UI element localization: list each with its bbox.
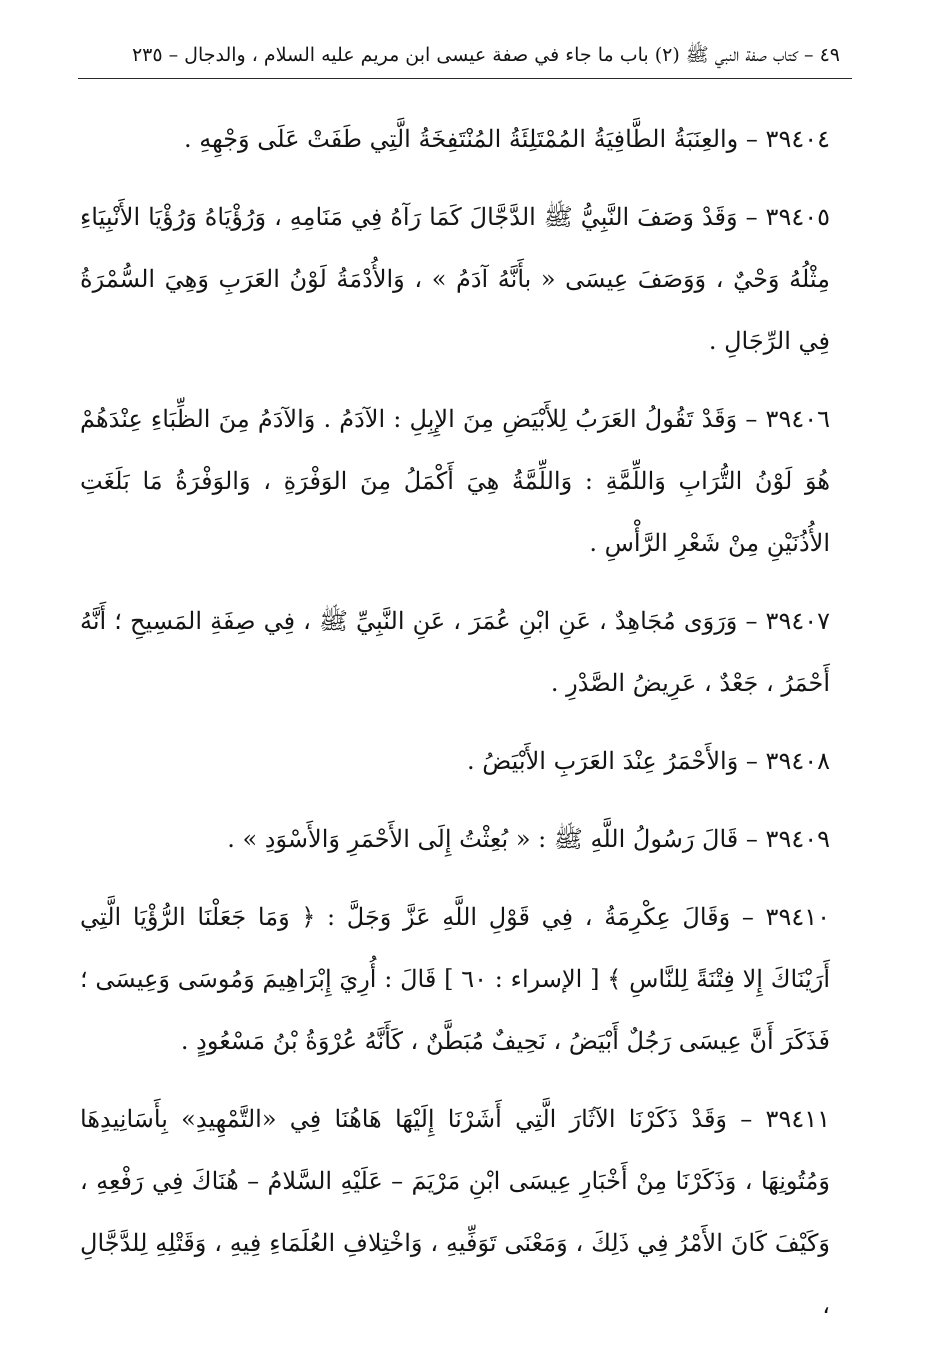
paragraph-number: ٣٩٤١١	[765, 1105, 830, 1133]
paragraph-number: ٣٩٤٠٨	[765, 747, 830, 775]
paragraph-39409	[80, 808, 830, 870]
paragraph-text: – وَالأَحْمَرُ عِنْدَ العَرَبِ الأَبْيَضُ .	[467, 747, 758, 775]
paragraph-number: ٣٩٤٠٧	[765, 607, 830, 635]
paragraph-39404	[80, 108, 830, 170]
paragraph-number: ٣٩٤٠٥	[765, 203, 830, 231]
header-rule	[78, 78, 852, 79]
paragraph-39408	[80, 730, 830, 792]
paragraph-text: – وَقَدْ وَصَفَ النَّبِيُّ ﷺ الدَّجَّالَ كَمَا رَآهُ فِي مَنَامِهِ ، وَرُؤْيَاهُ وَرُؤْيَا الأَنْبِيَاءِ مِثْلُهُ وَحْيٌ ، وَوَصَفَ عِيسَى « بأَنَّهُ آدَمُ » ، وَالأُدْمَةُ لَوْنُ العَرَبِ وَهِيَ السُّمْرَةُ فِي الرِّجَالِ .	[80, 203, 830, 355]
paragraph-text: – وَقَدْ ذَكَرْنَا الآثَارَ الَّتِي أَشَرْنَا إِلَيْهَا هَاهُنَا فِي «التَّمْهِيدِ» بِأَسَانِيدِهَا وَمُتُونِهَا ، وَذَكَرْنَا مِنْ أَخْبَارِ عِيسَى ابْنِ مَرْيَمَ – عَلَيْهِ السَّلامُ – هُنَاكَ فِي رَفْعِهِ ، وَكَيْفَ كَانَ الأَمْرُ فِي ذَلِكَ ، وَمَعْنَى تَوَفِّيهِ ، وَاخْتِلافِ العُلَمَاءِ فِيهِ ، وَقَتْلِهِ لِلدَّجَّالِ ،	[80, 1105, 830, 1319]
paragraph-number: ٣٩٤٠٤	[765, 125, 830, 153]
paragraph-39405	[80, 186, 830, 372]
paragraph-text: – وَقَدْ تَقُولُ العَرَبُ لِلأَبْيَضِ مِنَ الإِبِلِ : الآدَمُ . وَالآدَمُ مِنَ الظِّبَاءِ عِنْدَهُمْ هُوَ لَوْنُ التُّرَابِ وَاللِّمَّةِ : وَاللِّمَّةُ هِيَ أَكْمَلُ مِنَ الوَفْرَةِ ، وَالوَفْرَةُ مَا بَلَغَتِ الأُذُنَيْنِ مِنْ شَعْرِ الرَّأْسِ .	[80, 405, 830, 557]
paragraph-text: – والعِنَبَةُ الطَّافِيَةُ المُمْتَلِئَةُ المُنْتَفِخَةُ الَّتِي طَفَتْ عَلَى وَجْهِهِ .	[184, 125, 758, 153]
paragraph-39410	[80, 886, 830, 1072]
paragraph-39406	[80, 388, 830, 574]
paragraph-39411	[80, 1088, 830, 1336]
running-header: ٤٩ – كتاب صفة النبي ﷺ (٢) باب ما جاء في صفة عيسى ابن مريم عليه السلام ، والدجال – ٢٣٥	[131, 44, 840, 66]
paragraph-text: – قَالَ رَسُولُ اللَّهِ ﷺ : « بُعِثْتُ إِلَى الأَحْمَرِ وَالأَسْوَدِ » .	[227, 825, 758, 853]
paragraph-text: – وَقَالَ عِكْرِمَةُ ، فِي قَوْلِ اللَّهِ عَزَّ وَجَلَّ : ﴿ وَمَا جَعَلْنَا الرُّؤْيَا الَّتِي أَرَيْنَاكَ إِلا فِتْنَةً لِلنَّاسِ ﴾ [ الإسراء : ٦٠ ] قَالَ : أُرِيَ إِبْرَاهِيمَ وَمُوسَى وَعِيسَى ؛ فَذَكَرَ أَنَّ عِيسَى رَجُلٌ أَبْيَضُ ، نَحِيفٌ مُبَطَّنٌ ، كَأَنَّهُ عُرْوَةُ بْنُ مَسْعُودٍ .	[80, 903, 831, 1055]
paragraph-39407	[80, 590, 830, 714]
paragraph-number: ٣٩٤١٠	[765, 903, 830, 931]
paragraph-text: – وَرَوَى مُجَاهِدٌ ، عَنِ ابْنِ عُمَرَ ، عَنِ النَّبِيِّ ﷺ ، فِي صِفَةِ المَسِيحِ ؛ أَنَّهُ أَحْمَرُ ، جَعْدٌ ، عَرِيضُ الصَّدْرِ .	[80, 607, 830, 697]
paragraph-number: ٣٩٤٠٩	[765, 825, 830, 853]
paragraph-number: ٣٩٤٠٦	[765, 405, 830, 433]
body-text	[80, 108, 830, 1352]
